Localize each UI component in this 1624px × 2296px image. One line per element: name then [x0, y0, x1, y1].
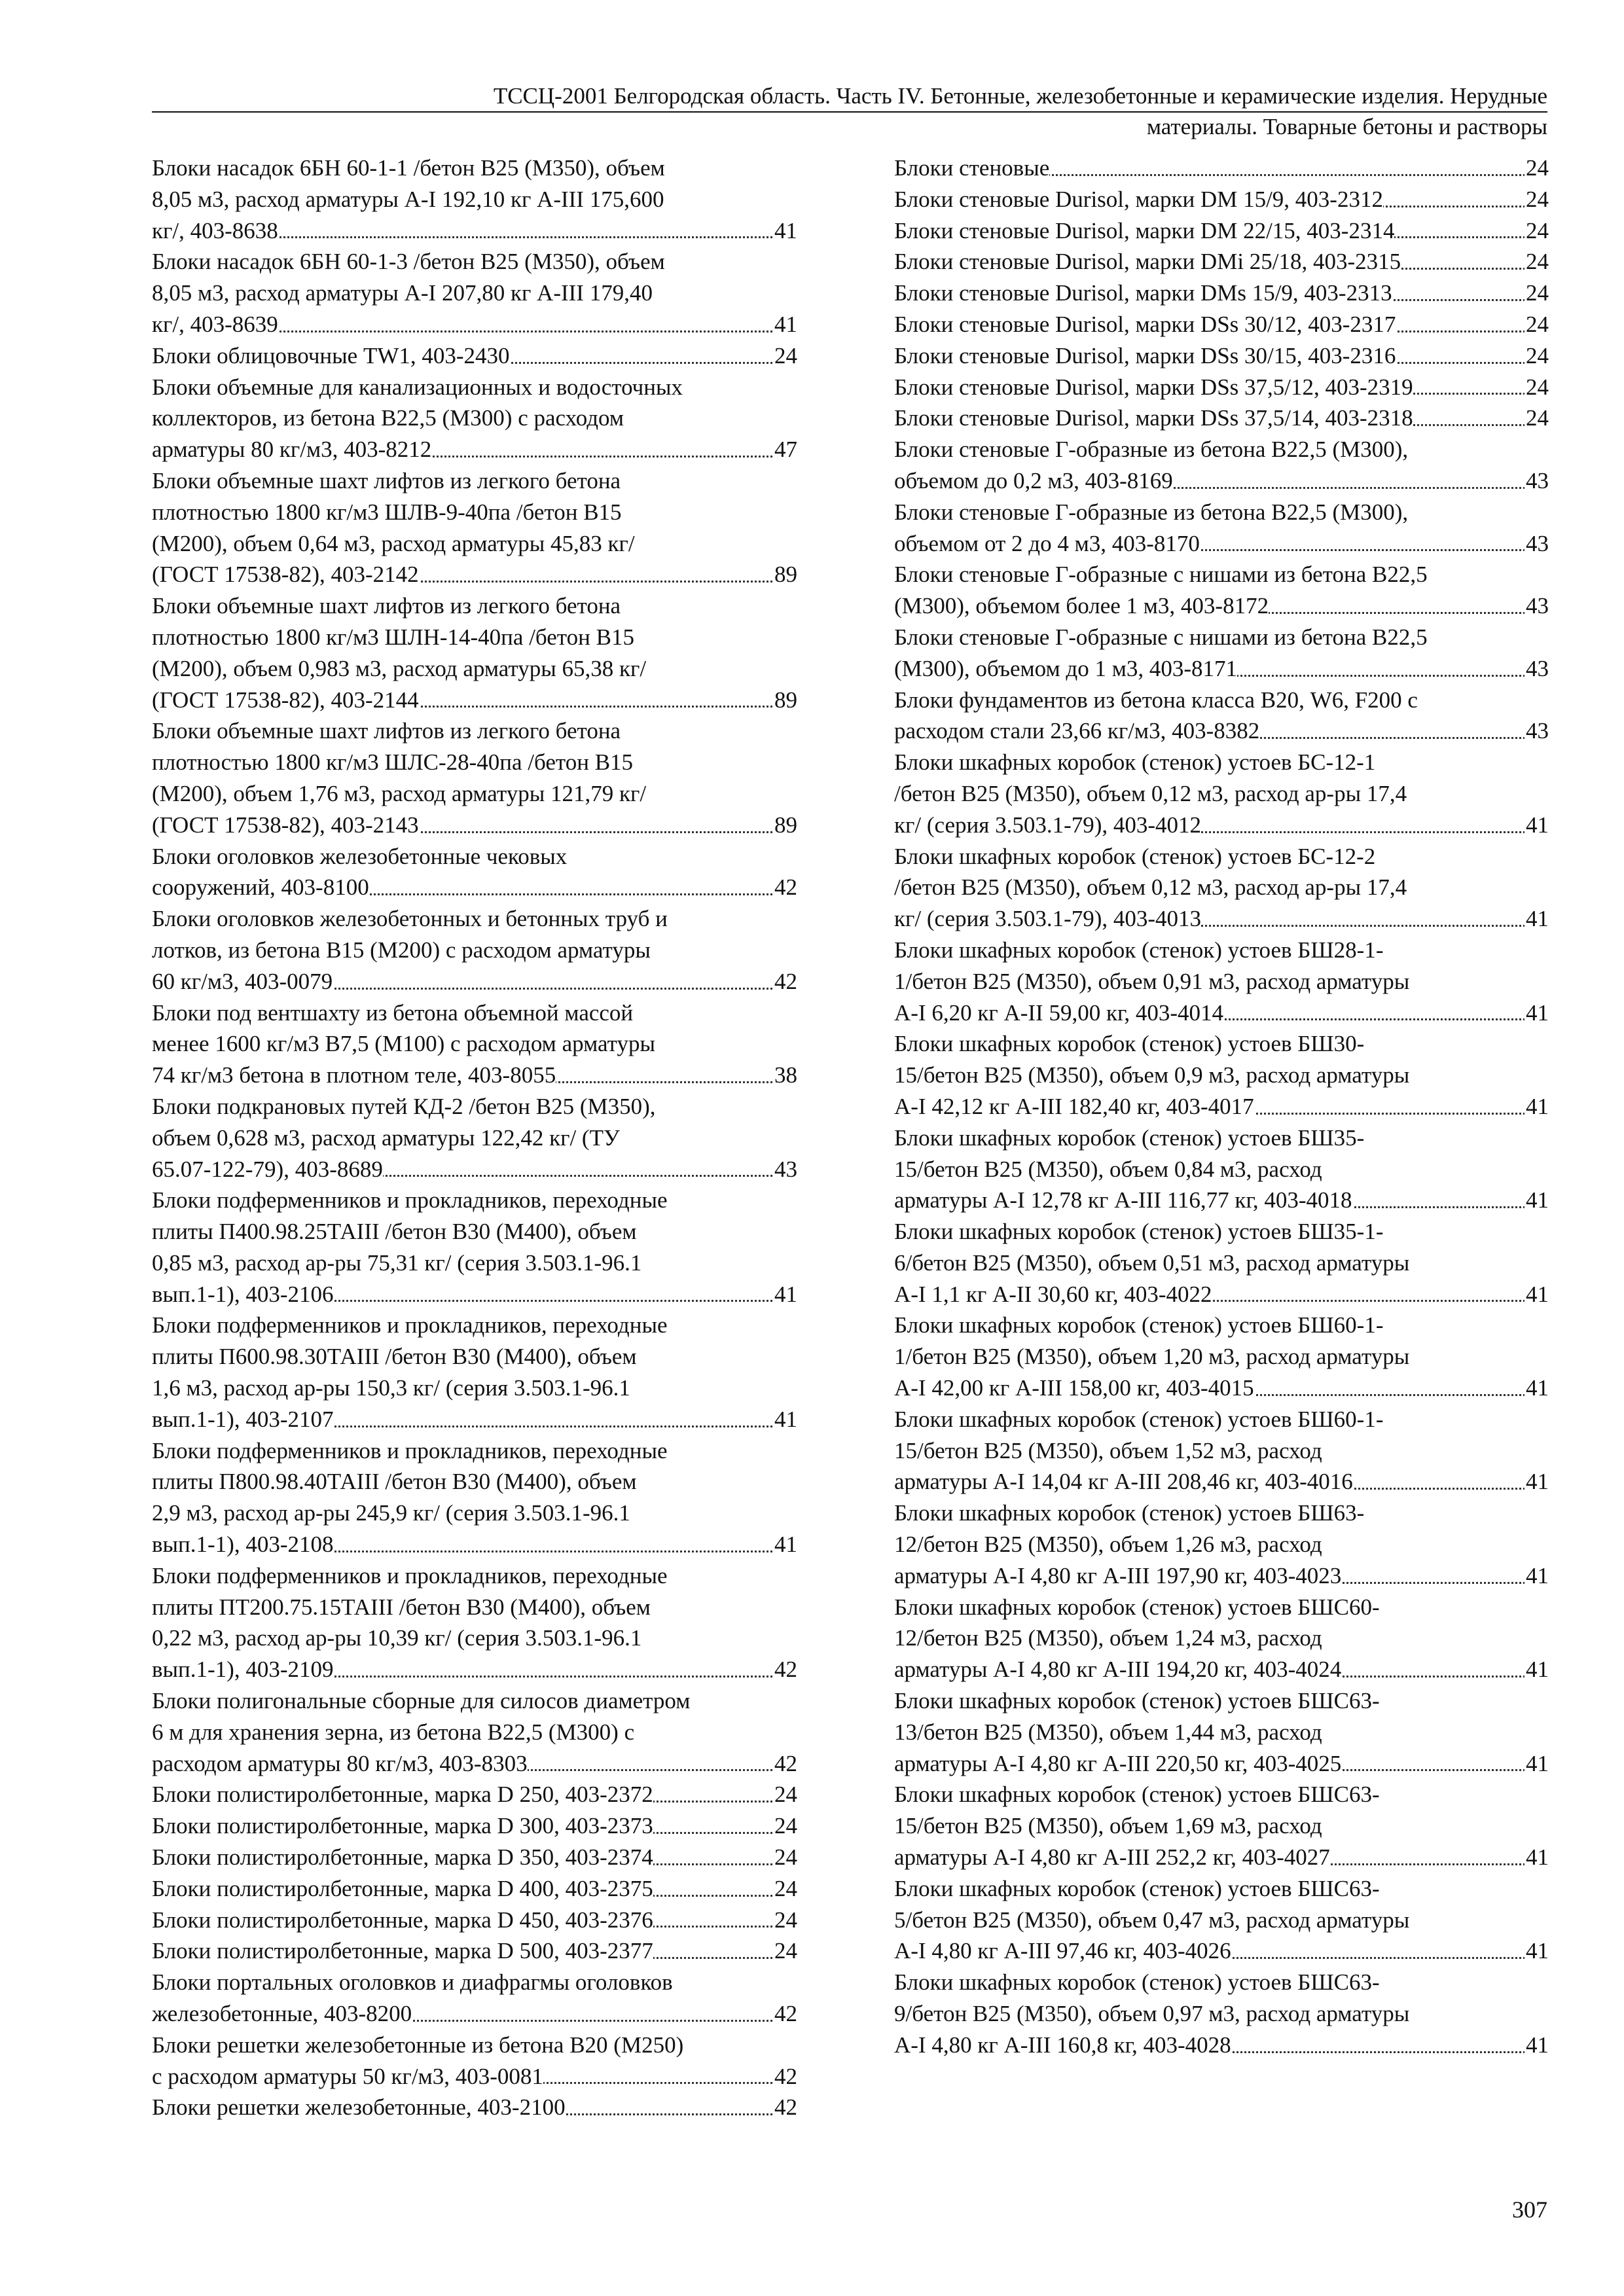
index-entry-line: Блоки шкафных коробок (стенок) устоев БС-12-2 — [894, 843, 1376, 869]
index-entry-line: 6 м для хранения зерна, из бетона В22,5 (М300) с — [152, 1719, 635, 1745]
index-entry-page: 24 — [773, 1779, 797, 1810]
index-entry — [894, 1498, 1549, 1591]
index-entry — [894, 1310, 1549, 1403]
index-entry — [894, 434, 1549, 497]
index-entry-page: 24 — [1525, 215, 1549, 247]
index-entry-line — [894, 903, 1549, 935]
index-entry-line — [894, 810, 1549, 841]
index-entry-text: арматуры А-I 4,80 кг А-III 194,20 кг, 403-4024 — [894, 1657, 1342, 1683]
index-entry-line: Блоки под вентшахту из бетона объемной массой — [152, 999, 634, 1026]
index-entry-line — [894, 1466, 1549, 1498]
index-entry-line: Блоки шкафных коробок (стенок) устоев БШС60- — [894, 1594, 1380, 1620]
index-entry-page: 24 — [1525, 278, 1549, 309]
index-entry-page: 24 — [1525, 246, 1549, 278]
index-entry — [894, 184, 1549, 215]
index-entry — [152, 152, 797, 246]
index-entry — [894, 215, 1549, 247]
header-title-line-2: материалы. Товарные бетоны и растворы — [1146, 114, 1547, 139]
index-entry-line — [152, 1654, 797, 1685]
index-entry — [152, 372, 797, 465]
index-entry-line: 0,85 м3, расход ар-ры 75,31 кг/ (серия 3.503.1-96.1 — [152, 1249, 642, 1276]
index-entry — [894, 559, 1549, 622]
index-entry-line: плиты ПТ200.75.15ТАIII /бетон В30 (М400), объем — [152, 1594, 651, 1620]
index-entry-page: 41 — [773, 309, 797, 340]
index-entry-line — [152, 1842, 797, 1873]
index-entry-line: Блоки шкафных коробок (стенок) устоев БШ60-1- — [894, 1406, 1384, 1432]
index-entry-line: плотностью 1800 кг/м3 ШЛВ-9-40па /бетон В15 — [152, 499, 622, 525]
index-entry — [894, 1967, 1549, 2060]
index-entry-line: Блоки полигональные сборные для силосов диаметром — [152, 1688, 691, 1714]
header-title-line-1: ТССЦ-2001 Белгородская область. Часть IV. Бетонные, железобетонные и керамические изделия. Нерудные — [152, 82, 1547, 113]
index-entry — [894, 309, 1549, 340]
index-entry-text: Блоки полистиролбетонные, марка D 350, 403-2374 — [152, 1844, 653, 1871]
index-entry-text: объемом до 0,2 м3, 403-8169 — [894, 467, 1173, 493]
index-entry-line — [152, 1404, 797, 1435]
index-entry-line — [152, 1060, 797, 1091]
index-entry-line — [152, 559, 797, 590]
index-entry-text: (ГОСТ 17538-82), 403-2142 — [152, 562, 419, 588]
index-entry-text: кг/, 403-8638 — [152, 217, 278, 243]
index-entry-line: Блоки решетки железобетонные из бетона В20 (М250) — [152, 2032, 684, 2058]
index-entry-line — [894, 152, 1549, 184]
index-entry-text: арматуры А-I 14,04 кг А-III 208,46 кг, 403-4016 — [894, 1469, 1353, 1495]
index-entry-line: /бетон В25 (М350), объем 0,12 м3, расход ар-ры 17,4 — [894, 874, 1407, 901]
index-entry — [152, 2092, 797, 2123]
index-entry-text: объемом от 2 до 4 м3, 403-8170 — [894, 530, 1200, 556]
index-entry — [894, 685, 1549, 747]
index-entry-line: 15/бетон В25 (М350), объем 1,69 м3, расход — [894, 1813, 1322, 1839]
index-entry-line: Блоки шкафных коробок (стенок) устоев БШС63- — [894, 1969, 1380, 1996]
index-entry-line — [152, 1279, 797, 1310]
index-entry — [152, 715, 797, 840]
index-entry-page: 41 — [1525, 1560, 1549, 1592]
index-entry-text: Блоки стеновые Durisol, марки DSs 30/15, 403-2316 — [894, 342, 1396, 368]
index-entry-text: арматуры А-I 4,80 кг А-III 220,50 кг, 403-4025 — [894, 1750, 1342, 1776]
index-entry-line: Блоки шкафных коробок (стенок) устоев БШС63- — [894, 1875, 1380, 1901]
index-entry-line: Блоки объемные шахт лифтов из легкого бетона — [152, 467, 621, 493]
index-entry-line: Блоки шкафных коробок (стенок) устоев БШ60-1- — [894, 1312, 1384, 1338]
index-entry-page: 24 — [1525, 309, 1549, 340]
index-entry-page: 43 — [1525, 465, 1549, 497]
index-entry — [894, 1028, 1549, 1122]
index-entry-text: (ГОСТ 17538-82), 403-2143 — [152, 812, 419, 838]
index-entry-text: Блоки полистиролбетонные, марка D 500, 403-2377 — [152, 1938, 653, 1964]
index-entry — [894, 1779, 1549, 1873]
index-entry-text: расходом арматуры 80 кг/м3, 403-8303 — [152, 1750, 528, 1776]
index-entry-line: 13/бетон В25 (М350), объем 1,44 м3, расход — [894, 1719, 1322, 1745]
index-entry-text: Блоки полистиролбетонные, марка D 250, 403-2372 — [152, 1782, 653, 1808]
index-entry-line — [152, 434, 797, 465]
index-entry-line: Блоки подферменников и прокладников, переходные — [152, 1562, 668, 1588]
index-entry-text: вып.1-1), 403-2106 — [152, 1281, 334, 1307]
index-entry-page: 47 — [773, 434, 797, 465]
index-entry-line: 2,9 м3, расход ар-ры 245,9 кг/ (серия 3.503.1-96.1 — [152, 1500, 630, 1526]
index-entry-page: 41 — [1525, 1185, 1549, 1216]
index-entry-line: Блоки стеновые Г-образные с нишами из бетона В22,5 — [894, 624, 1428, 650]
index-entry-line: плотностью 1800 кг/м3 ШЛС-28-40па /бетон В15 — [152, 749, 634, 776]
index-entry-page: 41 — [1525, 1935, 1549, 1967]
index-column-right — [894, 152, 1549, 2061]
index-entry-line: Блоки стеновые Г-образные с нишами из бетона В22,5 — [894, 562, 1428, 588]
index-entry-text: железобетонные, 403-8200 — [152, 2001, 412, 2027]
index-entry-line — [152, 2092, 797, 2123]
index-entry-page: 41 — [773, 1404, 797, 1435]
index-entry-page: 24 — [1525, 403, 1549, 434]
index-entry-line: 8,05 м3, расход арматуры А-I 192,10 кг А-III 175,600 — [152, 186, 664, 212]
index-entry-line — [152, 1748, 797, 1780]
index-entry-line: Блоки насадок 6БН 60-1-1 /бетон В25 (М350), объем — [152, 155, 665, 181]
index-entry-page: 41 — [1525, 810, 1549, 841]
index-entry-line: плотностью 1800 кг/м3 ШЛН-14-40па /бетон В15 — [152, 624, 634, 650]
index-entry — [152, 1905, 797, 1936]
index-entry — [894, 340, 1549, 372]
index-entry-text: (М300), объемом более 1 м3, 403-8172 — [894, 593, 1269, 619]
index-entry-page: 41 — [1525, 2030, 1549, 2061]
index-entry-line: Блоки шкафных коробок (стенок) устоев БШС63- — [894, 1688, 1380, 1714]
index-entry-line: Блоки фундаментов из бетона класса В20, W6, F200 с — [894, 687, 1418, 713]
index-entry-line — [894, 2030, 1549, 2061]
index-entry-page: 41 — [1525, 1279, 1549, 1310]
index-entry — [894, 372, 1549, 403]
index-entry — [894, 1592, 1549, 1685]
index-entry-line: 12/бетон В25 (М350), объем 1,24 м3, расход — [894, 1625, 1322, 1651]
index-entry-line: Блоки шкафных коробок (стенок) устоев БШ28-1- — [894, 937, 1384, 963]
index-entry-text: Блоки стеновые Durisol, марки DSs 30/12, 403-2317 — [894, 311, 1396, 337]
index-entry-line: Блоки подферменников и прокладников, переходные — [152, 1437, 668, 1463]
index-entry — [894, 747, 1549, 840]
index-entry — [152, 1310, 797, 1435]
index-entry — [152, 1185, 797, 1310]
index-entry-page: 38 — [773, 1060, 797, 1091]
index-entry-page: 41 — [1525, 903, 1549, 935]
index-entry-line: Блоки шкафных коробок (стенок) устоев БШ35- — [894, 1124, 1365, 1151]
index-entry-line: 12/бетон В25 (М350), объем 1,26 м3, расход — [894, 1532, 1322, 1558]
index-entry-page: 24 — [773, 1905, 797, 1936]
index-entry-text: Блоки стеновые — [894, 155, 1050, 181]
index-entry-line — [894, 1560, 1549, 1592]
index-entry-line: Блоки шкафных коробок (стенок) устоев БШС63- — [894, 1782, 1380, 1808]
index-entry-text: вып.1-1), 403-2108 — [152, 1532, 334, 1558]
index-entry-text: 65.07-122-79), 403-8689 — [152, 1156, 383, 1182]
index-entry-page: 41 — [1525, 1466, 1549, 1498]
running-header — [152, 82, 1547, 141]
index-entry-page: 89 — [773, 685, 797, 716]
index-entry-text: вып.1-1), 403-2107 — [152, 1406, 334, 1432]
index-entry-line — [894, 215, 1549, 247]
index-entry-text: А-I 1,1 кг А-II 30,60 кг, 403-4022 — [894, 1281, 1212, 1307]
index-entry-text: кг/ (серия 3.503.1-79), 403-4012 — [894, 812, 1202, 838]
index-entry-line: Блоки стеновые Г-образные из бетона В22,5 (М300), — [894, 499, 1409, 525]
index-entry-text: А-I 42,12 кг А-III 182,40 кг, 403-4017 — [894, 1093, 1254, 1119]
index-entry-page: 41 — [1525, 997, 1549, 1029]
index-entry-line: менее 1600 кг/м3 В7,5 (М100) с расходом арматуры — [152, 1031, 655, 1057]
index-entry-line — [894, 278, 1549, 309]
index-entry — [894, 403, 1549, 434]
index-entry-page: 43 — [773, 1154, 797, 1185]
page-number: 307 — [1512, 2197, 1547, 2223]
index-entry-line: Блоки портальных оголовков и диафрагмы оголовков — [152, 1969, 673, 1996]
index-entry-page: 41 — [773, 215, 797, 247]
index-entry-text: Блоки облицовочные TW1, 403-2430 — [152, 342, 510, 368]
index-entry-page: 42 — [773, 1998, 797, 2030]
index-entry-line — [894, 246, 1549, 278]
index-entry — [152, 1685, 797, 1779]
index-entry-line: Блоки шкафных коробок (стенок) устоев БШ35-1- — [894, 1219, 1384, 1245]
index-entry-page: 24 — [773, 1873, 797, 1905]
index-entry-line — [894, 1185, 1549, 1216]
index-entry — [152, 340, 797, 372]
index-entry-text: кг/ (серия 3.503.1-79), 403-4013 — [894, 906, 1202, 932]
index-entry-text: Блоки полистиролбетонные, марка D 400, 403-2375 — [152, 1875, 653, 1901]
index-entry — [894, 841, 1549, 935]
index-entry-line — [152, 1154, 797, 1185]
index-entry-text: А-I 6,20 кг А-II 59,00 кг, 403-4014 — [894, 999, 1224, 1026]
index-entry-line — [894, 340, 1549, 372]
index-entry-line — [152, 1529, 797, 1560]
index-entry — [152, 841, 797, 904]
index-entry-line — [894, 1372, 1549, 1404]
index-entry-line — [152, 309, 797, 340]
index-entry-line: Блоки шкафных коробок (стенок) устоев БШ63- — [894, 1500, 1365, 1526]
index-entry-line: Блоки подкрановых путей КД-2 /бетон В25 (М350), — [152, 1093, 656, 1119]
index-entry-text: арматуры А-I 4,80 кг А-III 252,2 кг, 403-4027 — [894, 1844, 1330, 1871]
index-entry-line: (М200), объем 1,76 м3, расход арматуры 121,79 кг/ — [152, 780, 647, 806]
index-entry-text: арматуры 80 кг/м3, 403-8212 — [152, 437, 432, 463]
index-entry-line: Блоки шкафных коробок (стенок) устоев БШ30- — [894, 1031, 1365, 1057]
index-entry-line — [894, 403, 1549, 434]
index-entry-line — [152, 340, 797, 372]
index-entry — [894, 1873, 1549, 1967]
index-entry-line — [152, 215, 797, 247]
index-entry-page: 42 — [773, 1748, 797, 1780]
index-entry-page: 24 — [773, 1842, 797, 1873]
index-entry-page: 24 — [1525, 340, 1549, 372]
index-entry-line: лотков, из бетона В15 (М200) с расходом арматуры — [152, 937, 651, 963]
index-entry-text: арматуры А-I 12,78 кг А-III 116,77 кг, 403-4018 — [894, 1187, 1352, 1213]
index-entry-page: 43 — [1525, 715, 1549, 747]
index-entry-line — [894, 372, 1549, 403]
index-entry-text: Блоки решетки железобетонные, 403-2100 — [152, 2094, 566, 2121]
index-entry-page: 41 — [1525, 1842, 1549, 1873]
index-entry-text: расходом стали 23,66 кг/м3, 403-8382 — [894, 718, 1260, 744]
index-entry-line — [894, 528, 1549, 560]
index-entry-text: Блоки полистиролбетонные, марка D 300, 403-2373 — [152, 1813, 653, 1839]
index-entry — [152, 2030, 797, 2092]
index-entry-line: Блоки объемные шахт лифтов из легкого бетона — [152, 718, 621, 744]
index-entry-line: 6/бетон В25 (М350), объем 0,51 м3, расход арматуры — [894, 1249, 1410, 1276]
index-entry-text: Блоки стеновые Durisol, марки DMi 25/18, 403-2315 — [894, 249, 1401, 275]
index-entry — [152, 1779, 797, 1810]
index-entry — [152, 1842, 797, 1873]
index-entry-line: плиты П400.98.25ТАIII /бетон В30 (М400), объем — [152, 1219, 637, 1245]
index-entry-text: с расходом арматуры 50 кг/м3, 403-0081 — [152, 2063, 543, 2089]
index-entry-page: 41 — [1525, 1748, 1549, 1780]
index-entry — [152, 465, 797, 590]
index-entry-line — [152, 1935, 797, 1967]
index-column-left — [152, 152, 797, 2123]
index-entry-page: 89 — [773, 810, 797, 841]
index-entry-line: (М200), объем 0,64 м3, расход арматуры 45,83 кг/ — [152, 530, 635, 556]
index-entry-line: Блоки объемные шахт лифтов из легкого бетона — [152, 593, 621, 619]
index-entry-line: Блоки подферменников и прокладников, переходные — [152, 1312, 668, 1338]
index-entry-text: кг/, 403-8639 — [152, 311, 278, 337]
index-entry-line — [152, 1873, 797, 1905]
index-entry-line: 0,22 м3, расход ар-ры 10,39 кг/ (серия 3.503.1-96.1 — [152, 1625, 642, 1651]
index-entry-line: плиты П600.98.30ТАIII /бетон В30 (М400), объем — [152, 1344, 637, 1370]
index-entry — [152, 1873, 797, 1905]
index-entry-page: 24 — [1525, 152, 1549, 184]
index-entry-text: А-I 4,80 кг А-III 97,46 кг, 403-4026 — [894, 1938, 1231, 1964]
index-entry — [894, 1404, 1549, 1498]
index-entry-text: Блоки стеновые Durisol, марки DM 15/9, 403-2312 — [894, 186, 1383, 212]
index-entry-line — [152, 685, 797, 716]
index-entry-text: Блоки стеновые Durisol, марки DSs 37,5/14, 403-2318 — [894, 405, 1413, 431]
index-entry-line: коллекторов, из бетона В22,5 (М300) с расходом — [152, 405, 624, 431]
index-entry-line: 1,6 м3, расход ар-ры 150,3 кг/ (серия 3.503.1-96.1 — [152, 1375, 630, 1401]
index-entry-line: Блоки объемные для канализационных и водосточных — [152, 374, 683, 400]
index-entry-text: Блоки стеновые Durisol, марки DMs 15/9, 403-2313 — [894, 280, 1392, 306]
index-entry — [152, 1967, 797, 2030]
index-entry-page: 42 — [773, 872, 797, 903]
index-entry — [152, 903, 797, 997]
index-entry-line — [152, 1998, 797, 2030]
index-entry-text: Блоки стеновые Durisol, марки DM 22/15, 403-2314 — [894, 217, 1395, 243]
index-entry-text: (ГОСТ 17538-82), 403-2144 — [152, 687, 419, 713]
index-entry-page: 41 — [1525, 1091, 1549, 1122]
index-entry-line — [894, 997, 1549, 1029]
index-entry-line: 8,05 м3, расход арматуры А-I 207,80 кг А-III 179,40 — [152, 280, 653, 306]
index-entry — [152, 1560, 797, 1685]
index-entry-line — [894, 590, 1549, 622]
index-entry — [894, 1216, 1549, 1310]
index-entry — [152, 1435, 797, 1560]
index-entry-page: 43 — [1525, 528, 1549, 560]
index-entry-line: Блоки стеновые Г-образные из бетона В22,5 (М300), — [894, 437, 1409, 463]
index-entry — [894, 1122, 1549, 1216]
index-entry-text: вып.1-1), 403-2109 — [152, 1657, 334, 1683]
index-entry — [894, 497, 1549, 560]
index-entry-line: 15/бетон В25 (М350), объем 0,84 м3, расход — [894, 1156, 1322, 1182]
index-entry-line — [894, 715, 1549, 747]
index-entry-page: 41 — [773, 1529, 797, 1560]
index-entry-page: 41 — [1525, 1654, 1549, 1685]
index-entry-line — [894, 1091, 1549, 1122]
index-entry-line: Блоки оголовков железобетонные чековых — [152, 843, 568, 869]
index-entry-line: /бетон В25 (М350), объем 0,12 м3, расход ар-ры 17,4 — [894, 780, 1407, 806]
index-entry-line: 15/бетон В25 (М350), объем 0,9 м3, расход арматуры — [894, 1062, 1410, 1088]
index-entry-line: (М200), объем 0,983 м3, расход арматуры 65,38 кг/ — [152, 655, 647, 681]
index-entry-text: А-I 4,80 кг А-III 160,8 кг, 403-4028 — [894, 2032, 1231, 2058]
index-entry-line: Блоки оголовков железобетонных и бетонных труб и — [152, 906, 668, 932]
index-entry — [152, 246, 797, 340]
index-entry-line: 1/бетон В25 (М350), объем 1,20 м3, расход арматуры — [894, 1344, 1410, 1370]
index-entry — [152, 1935, 797, 1967]
index-entry-line: Блоки шкафных коробок (стенок) устоев БС-12-1 — [894, 749, 1376, 776]
index-entry-text: арматуры А-I 4,80 кг А-III 197,90 кг, 403-4023 — [894, 1562, 1342, 1588]
index-entry-text: Блоки полистиролбетонные, марка D 450, 403-2376 — [152, 1907, 653, 1933]
index-entry-text: (М300), объемом до 1 м3, 403-8171 — [894, 655, 1237, 681]
index-entry-page: 42 — [773, 2061, 797, 2092]
index-entry-page: 42 — [773, 1654, 797, 1685]
index-entry-text: 60 кг/м3, 403-0079 — [152, 968, 333, 994]
index-entry — [152, 1091, 797, 1185]
index-entry-line — [152, 1779, 797, 1810]
index-entry-page: 43 — [1525, 590, 1549, 622]
index-entry-line — [152, 2061, 797, 2092]
index-entry-line: Блоки подферменников и прокладников, переходные — [152, 1187, 668, 1213]
index-entry-line: 9/бетон В25 (М350), объем 0,97 м3, расход арматуры — [894, 2001, 1410, 2027]
index-entry-line: объем 0,628 м3, расход арматуры 122,42 кг/ (ТУ — [152, 1124, 620, 1151]
index-entry-line — [894, 309, 1549, 340]
index-entry-page: 41 — [773, 1279, 797, 1310]
index-entry-text: сооружений, 403-8100 — [152, 874, 369, 901]
index-entry-line: 15/бетон В25 (М350), объем 1,52 м3, расход — [894, 1437, 1322, 1463]
index-entry — [894, 278, 1549, 309]
index-entry-text: Блоки стеновые Durisol, марки DSs 37,5/12, 403-2319 — [894, 374, 1413, 400]
index-entry-line — [152, 966, 797, 997]
index-entry-page: 41 — [1525, 1372, 1549, 1404]
index-entry-line — [152, 1810, 797, 1842]
index-entry-page: 24 — [1525, 372, 1549, 403]
index-entry-page: 24 — [773, 1810, 797, 1842]
index-entry-line — [894, 1748, 1549, 1780]
index-entry-text: 74 кг/м3 бетона в плотном теле, 403-8055 — [152, 1062, 556, 1088]
index-entry-line — [894, 184, 1549, 215]
index-entry-page: 24 — [773, 1935, 797, 1967]
index-entry-line — [894, 1935, 1549, 1967]
index-entry-line: плиты П800.98.40ТАIII /бетон В30 (М400), объем — [152, 1469, 637, 1495]
index-entry-text: А-I 42,00 кг А-III 158,00 кг, 403-4015 — [894, 1375, 1254, 1401]
index-entry-line — [152, 872, 797, 903]
index-entry-line — [152, 1905, 797, 1936]
index-entry-page: 42 — [773, 2092, 797, 2123]
index-entry — [894, 246, 1549, 278]
index-entry — [894, 152, 1549, 184]
index-entry — [894, 622, 1549, 685]
index-entry-line: Блоки насадок 6БН 60-1-3 /бетон В25 (М350), объем — [152, 249, 665, 275]
index-entry-page: 24 — [773, 340, 797, 372]
index-entry — [152, 590, 797, 715]
index-entry — [894, 935, 1549, 1028]
index-entry-page: 24 — [1525, 184, 1549, 215]
index-entry-line: 5/бетон В25 (М350), объем 0,47 м3, расход арматуры — [894, 1907, 1410, 1933]
index-entry-page: 42 — [773, 966, 797, 997]
index-entry-line — [894, 465, 1549, 497]
index-entry — [152, 997, 797, 1091]
index-entry-line: 1/бетон В25 (М350), объем 0,91 м3, расход арматуры — [894, 968, 1410, 994]
index-entry-page: 89 — [773, 559, 797, 590]
index-entry-line — [894, 1842, 1549, 1873]
index-entry-line — [894, 1654, 1549, 1685]
index-entry-page: 43 — [1525, 653, 1549, 685]
index-entry — [894, 1685, 1549, 1779]
index-entry-line — [152, 810, 797, 841]
index-entry-line — [894, 1279, 1549, 1310]
index-entry-line — [894, 653, 1549, 685]
index-entry — [152, 1810, 797, 1842]
